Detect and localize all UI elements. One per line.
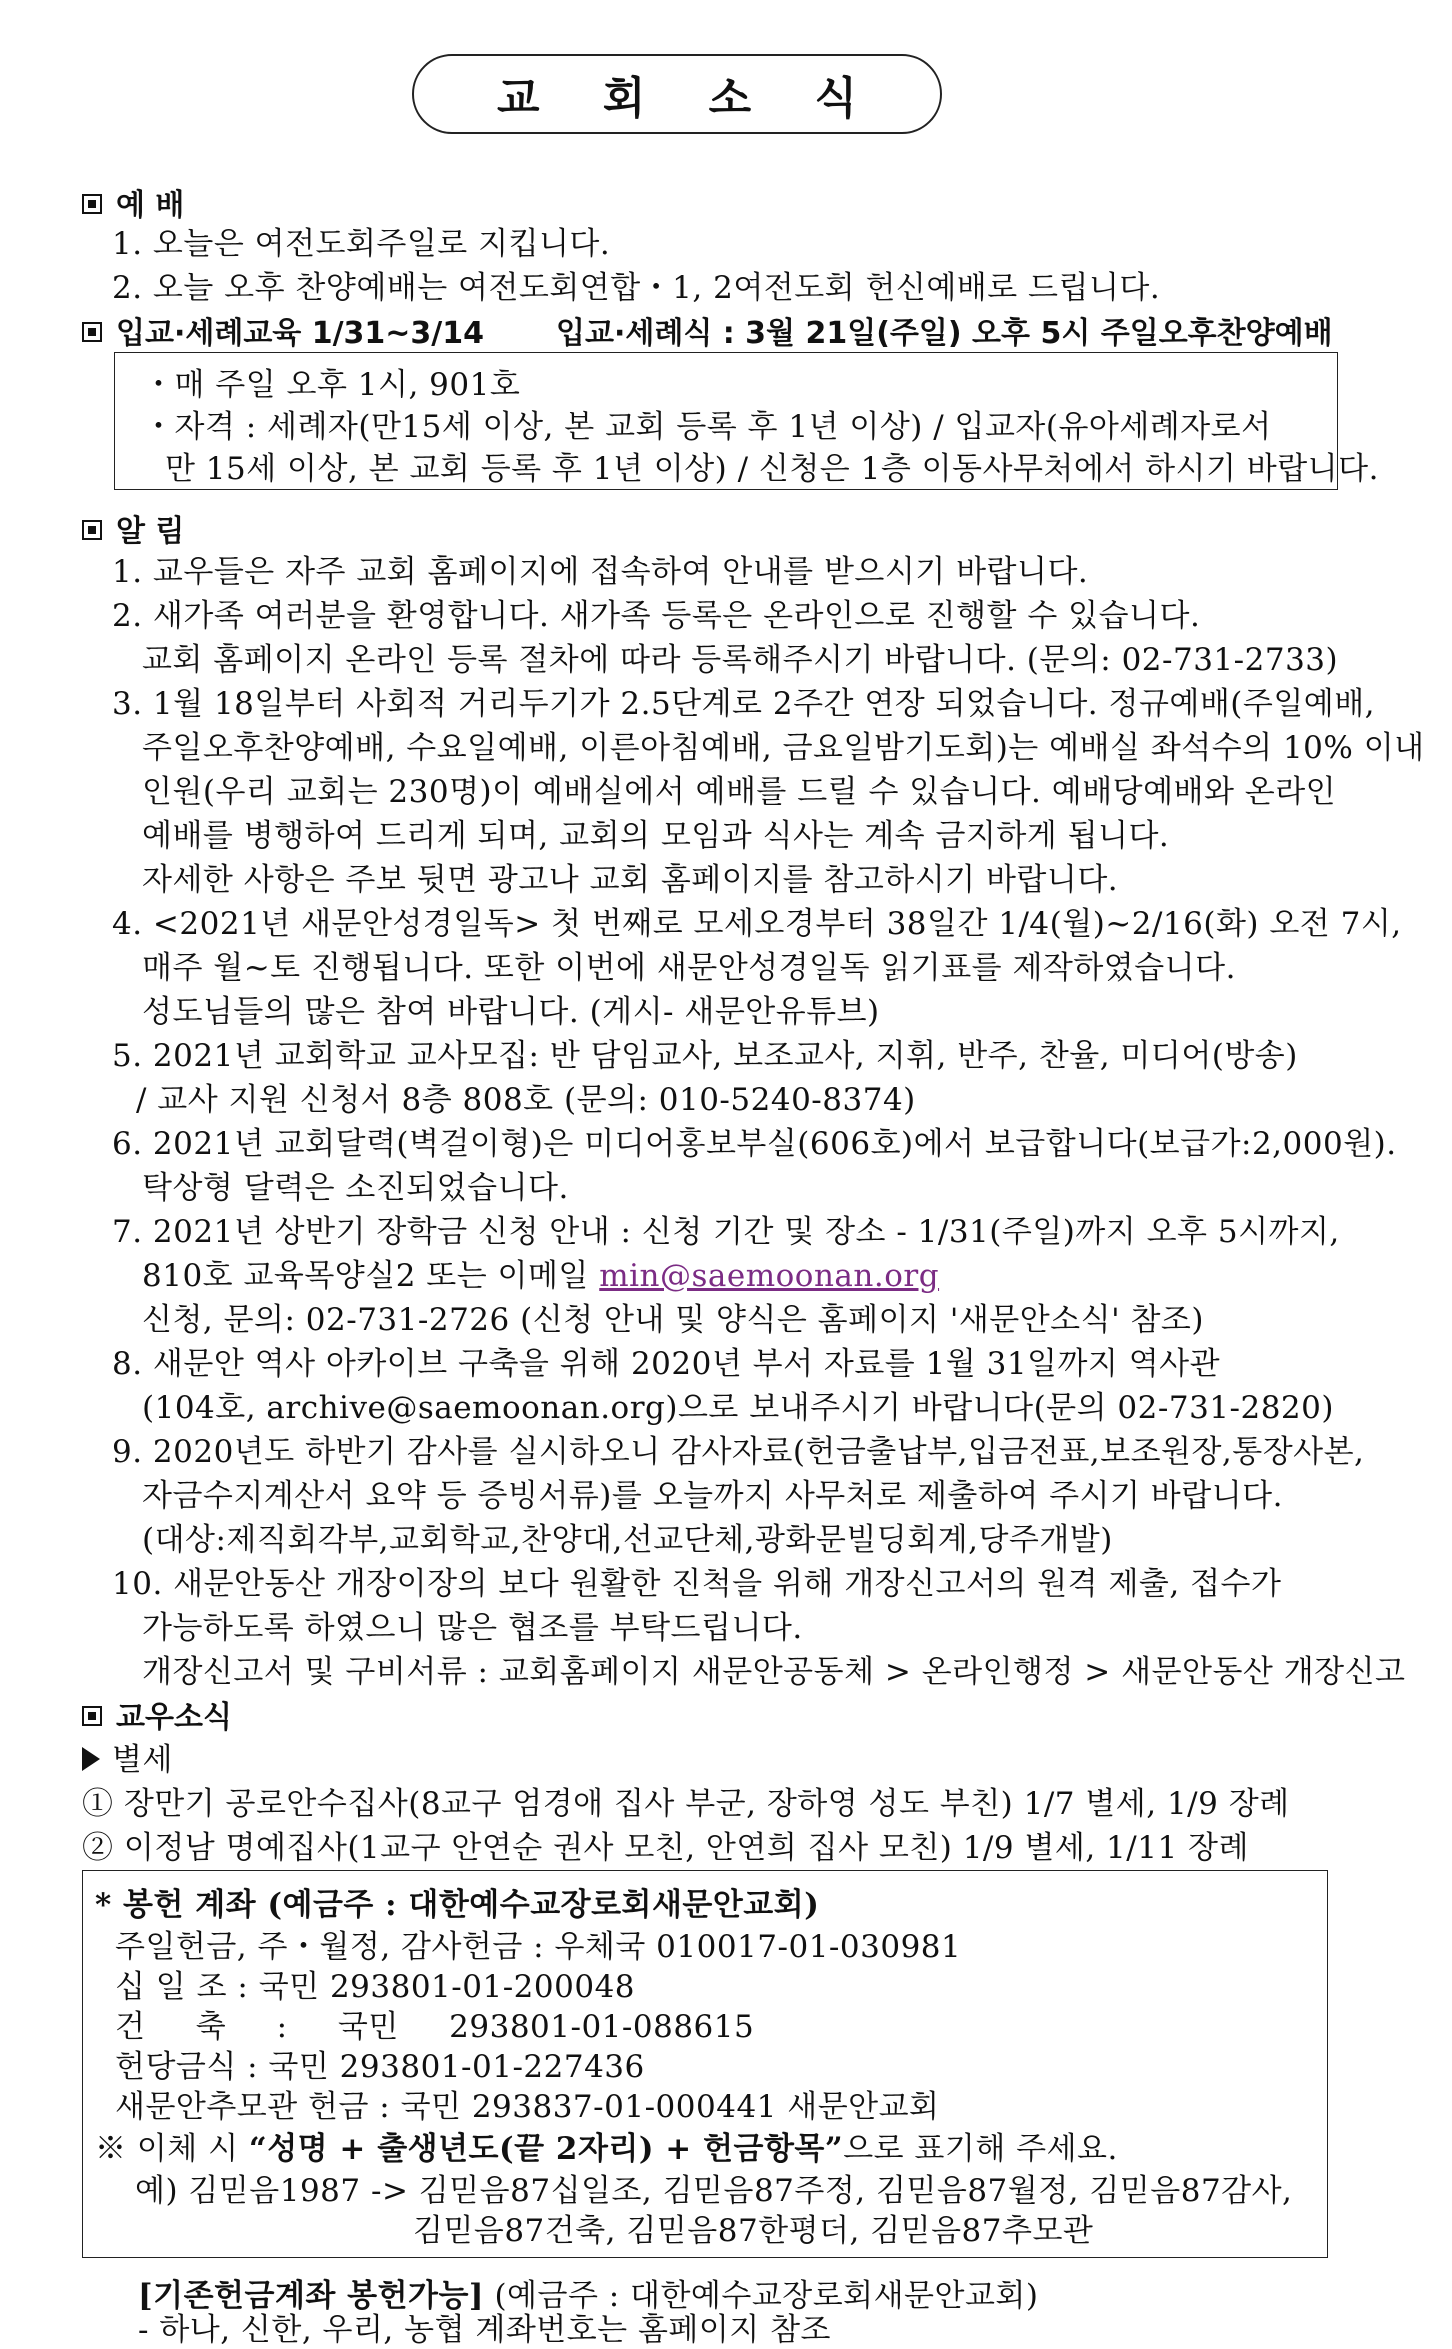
notice-line: 4. <2021년 새문안성경일독> 첫 번째로 모세오경부터 38일간 1/4(월)~2/16(화) 오전 7시, [112,906,1402,942]
email-link[interactable]: min@saemoonan.org [599,1258,940,1294]
notice-line: (대상:제직회각부,교회학교,찬양대,선교단체,광화문빌딩회계,당주개발) [142,1522,1113,1558]
notice-line: 자금수지계산서 요약 등 증빙서류)를 오늘까지 사무처로 제출하여 주시기 바랍니다. [142,1478,1283,1514]
offering-account: 건 축 : 국민 293801-01-088615 [115,2009,755,2045]
notice-line: 9. 2020년도 하반기 감사를 실시하오니 감사자료(헌금출납부,입금전표,보조원장,통장사본, [112,1434,1365,1470]
page-title: 교 회 소 식 [497,73,881,124]
notice-line: / 교사 지원 신청서 8층 808호 (문의: 010-5240-8374) [136,1082,916,1118]
notice-line: 신청, 문의: 02-731-2726 (신청 안내 및 양식은 홈페이지 '새문안소식' 참조) [142,1302,1204,1338]
notice-line: 개장신고서 및 구비서류 : 교회홈페이지 새문안공동체 > 온라인행정 > 새문안동산 개장신고 [142,1654,1406,1690]
baptism-info-box [114,352,1379,490]
notice-line: 매주 월~토 진행됩니다. 또한 이번에 새문안성경일독 읽기표를 제작하였습니다. [142,950,1236,986]
notice-line: 교회 홈페이지 온라인 등록 절차에 따라 등록해주시기 바랍니다. (문의: 02-731-2733) [142,642,1339,678]
offering-example: 예) 김믿음1987 -> 김믿음87십일조, 김믿음87주정, 김믿음87월정, 김믿음87감사, [135,2173,1293,2209]
notice-line: (104호, archive@saemoonan.org)으로 보내주시기 바랍니다(문의 02-731-2820) [142,1390,1334,1426]
notice-line: 2. 새가족 여러분을 환영합니다. 새가족 등록은 온라인으로 진행할 수 있습니다. [112,598,1201,634]
offering-account: 새문안추모관 헌금 : 국민 293837-01-000441 새문안교회 [115,2089,940,2125]
offering-account: 주일헌금, 주・월정, 감사헌금 : 우체국 010017-01-030981 [115,1929,962,1965]
notice-line: 예배를 병행하여 드리게 되며, 교회의 모임과 식사는 계속 금지하게 됩니다. [142,818,1170,854]
footer-line: - 하나, 신한, 우리, 농협 계좌번호는 홈페이지 참조 [138,2312,831,2348]
notice-line: 5. 2021년 교회학교 교사모집: 반 담임교사, 보조교사, 지휘, 반주, 찬율, 미디어(방송) [112,1038,1298,1074]
square-bullet-icon [82,322,102,342]
triangle-bullet-icon [82,1747,100,1771]
notice-line: 주일오후찬양예배, 수요일예배, 이른아침예배, 금요일밤기도회)는 예배실 좌석수의 10% 이내 [142,730,1425,766]
baptism-line: ・매 주일 오후 1시, 901호 [143,367,521,403]
offering-note: ※ 이체 시 “성명 + 출생년도(끝 2자리) + 헌금항목”으로 표기해 주세요. [95,2131,1118,2167]
offering-heading: * 봉헌 계좌 (예금주 : 대한예수교장로회새문안교회) [95,1887,820,1923]
notice-line: 810호 교육목양실2 또는 이메일 min@saemoonan.org [142,1258,940,1294]
notice-line: 가능하도록 하였으니 많은 협조를 부탁드립니다. [142,1610,803,1646]
notice-line: 탁상형 달력은 소진되었습니다. [142,1170,569,1206]
notice-line: 7. 2021년 상반기 장학금 신청 안내 : 신청 기간 및 장소 - 1/31(주일)까지 오후 5시까지, [112,1214,1340,1250]
notices-heading: 알 림 [82,506,184,550]
offering-box [82,1870,1328,2258]
square-bullet-icon [82,520,102,540]
baptism-heading: 입교·세례교육 1/31~3/14 [82,308,484,352]
obituary-item: ① 장만기 공로안수집사(8교구 엄경애 집사 부군, 장하영 성도 부친) 1/7 별세, 1/9 장례 [82,1786,1290,1822]
notice-line: 자세한 사항은 주보 뒷면 광고나 교회 홈페이지를 참고하시기 바랍니다. [142,862,1119,898]
notice-line: 1. 교우들은 자주 교회 홈페이지에 접속하여 안내를 받으시기 바랍니다. [112,554,1089,590]
baptism-ceremony-info: 입교·세례식 : 3월 21일(주일) 오후 5시 주일오후찬양예배 [556,316,1333,351]
notice-line: 10. 새문안동산 개장이장의 보다 원활한 진척을 위해 개장신고서의 원격 제출, 접수가 [112,1566,1282,1602]
worship-item: 1. 오늘은 여전도회주일로 지킵니다. [112,226,611,262]
worship-item: 2. 오늘 오후 찬양예배는 여전도회연합・1, 2여전도회 헌신예배로 드립니다. [112,270,1161,306]
offering-example: 김믿음87건축, 김믿음87한평더, 김믿음87추모관 [413,2213,1094,2249]
notice-line: 성도님들의 많은 참여 바랍니다. (게시- 새문안유튜브) [142,994,880,1030]
notice-line: 6. 2021년 교회달력(벽걸이형)은 미디어홍보부실(606호)에서 보급합니다(보급가:2,000원). [112,1126,1397,1162]
worship-heading: 예 배 [82,180,184,224]
baptism-line: 만 15세 이상, 본 교회 등록 후 1년 이상) / 신청은 1층 이동사무처에서 하시기 바랍니다. [165,451,1379,487]
offering-account: 십 일 조 : 국민 293801-01-200048 [115,1969,636,2005]
members-subheading: 별세 [82,1734,173,1779]
baptism-line: ・자격 : 세례자(만15세 이상, 본 교회 등록 후 1년 이상) / 입교자(유아세례자로서 [143,409,1272,445]
offering-account: 헌당금식 : 국민 293801-01-227436 [115,2049,645,2085]
notice-line: 3. 1월 18일부터 사회적 거리두기가 2.5단계로 2주간 연장 되었습니다. 정규예배(주일예배, [112,686,1376,722]
obituary-item: ② 이정남 명예집사(1교구 안연순 권사 모친, 안연희 집사 모친) 1/9 별세, 1/11 장례 [82,1830,1249,1866]
notice-line: 8. 새문안 역사 아카이브 구축을 위해 2020년 부서 자료를 1월 31일까지 역사관 [112,1346,1221,1382]
notice-line: 인원(우리 교회는 230명)이 예배실에서 예배를 드릴 수 있습니다. 예배당예배와 온라인 [142,774,1337,810]
members-heading: 교우소식 [82,1692,232,1736]
square-bullet-icon [82,194,102,214]
page-title-box [412,54,942,134]
square-bullet-icon [82,1706,102,1726]
footer-line: [기존헌금계좌 봉헌가능] (예금주 : 대한예수교장로회새문안교회) [138,2278,1039,2314]
